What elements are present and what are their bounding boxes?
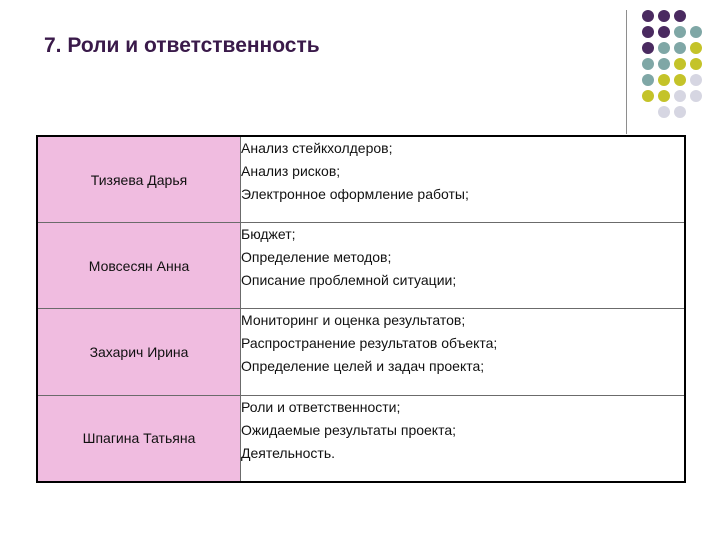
- decor-dot: [658, 42, 670, 54]
- title-divider-line: [626, 10, 627, 134]
- decor-dot: [642, 10, 654, 22]
- decor-dot: [674, 26, 686, 38]
- table-row: [37, 395, 685, 482]
- decor-dot: [658, 106, 670, 118]
- decor-dot: [642, 42, 654, 54]
- member-duties: [241, 309, 686, 395]
- duty-item: Бюджет;: [241, 226, 296, 243]
- decor-dot: [642, 74, 654, 86]
- duty-item: Мониторинг и оценка результатов;: [241, 312, 466, 329]
- decor-dot: [642, 90, 654, 102]
- duty-item: Определение целей и задач проекта;: [241, 358, 485, 375]
- member-duties: [241, 223, 686, 309]
- decor-dot: [690, 42, 702, 54]
- member-duties: [241, 136, 686, 223]
- decor-dot: [690, 74, 702, 86]
- decor-dot: [658, 58, 670, 70]
- decor-dot: [642, 26, 654, 38]
- member-name: Мовсесян Анна: [37, 223, 241, 309]
- dot-grid-decoration: [0, 0, 720, 140]
- duty-item: Деятельность.: [241, 444, 336, 461]
- table-row: [37, 223, 685, 309]
- table-row: [37, 309, 685, 395]
- member-name: Захарич Ирина: [37, 309, 241, 395]
- duty-item: Электронное оформление работы;: [241, 186, 469, 202]
- duty-item: Распространение результатов объекта;: [241, 335, 498, 352]
- decor-dot: [642, 58, 654, 70]
- roles-table: [36, 135, 686, 483]
- decor-dot: [674, 74, 686, 86]
- decor-dot: [674, 106, 686, 118]
- duty-item: Определение методов;: [241, 249, 392, 266]
- duty-item: Роли и ответственности;: [241, 398, 401, 415]
- decor-dot: [658, 26, 670, 38]
- member-name: Шпагина Татьяна: [37, 395, 241, 482]
- decor-dot: [674, 10, 686, 22]
- decor-dot: [658, 74, 670, 86]
- decor-dot: [674, 58, 686, 70]
- table-row: [37, 136, 685, 223]
- decor-dot: [658, 10, 670, 22]
- member-duties: [241, 395, 686, 482]
- duty-item: Анализ стейкхолдеров;: [241, 140, 393, 156]
- duty-item: Ожидаемые результаты проекта;: [241, 421, 457, 438]
- decor-dot: [674, 42, 686, 54]
- decor-dot: [690, 26, 702, 38]
- page-title: 7. Роли и ответственность: [44, 34, 320, 57]
- decor-dot: [690, 90, 702, 102]
- decor-dot: [674, 90, 686, 102]
- duty-item: Описание проблемной ситуации;: [241, 272, 457, 289]
- member-name: Тизяева Дарья: [37, 136, 241, 223]
- duty-item: Анализ рисков;: [241, 163, 341, 179]
- decor-dot: [658, 90, 670, 102]
- decor-dot: [690, 58, 702, 70]
